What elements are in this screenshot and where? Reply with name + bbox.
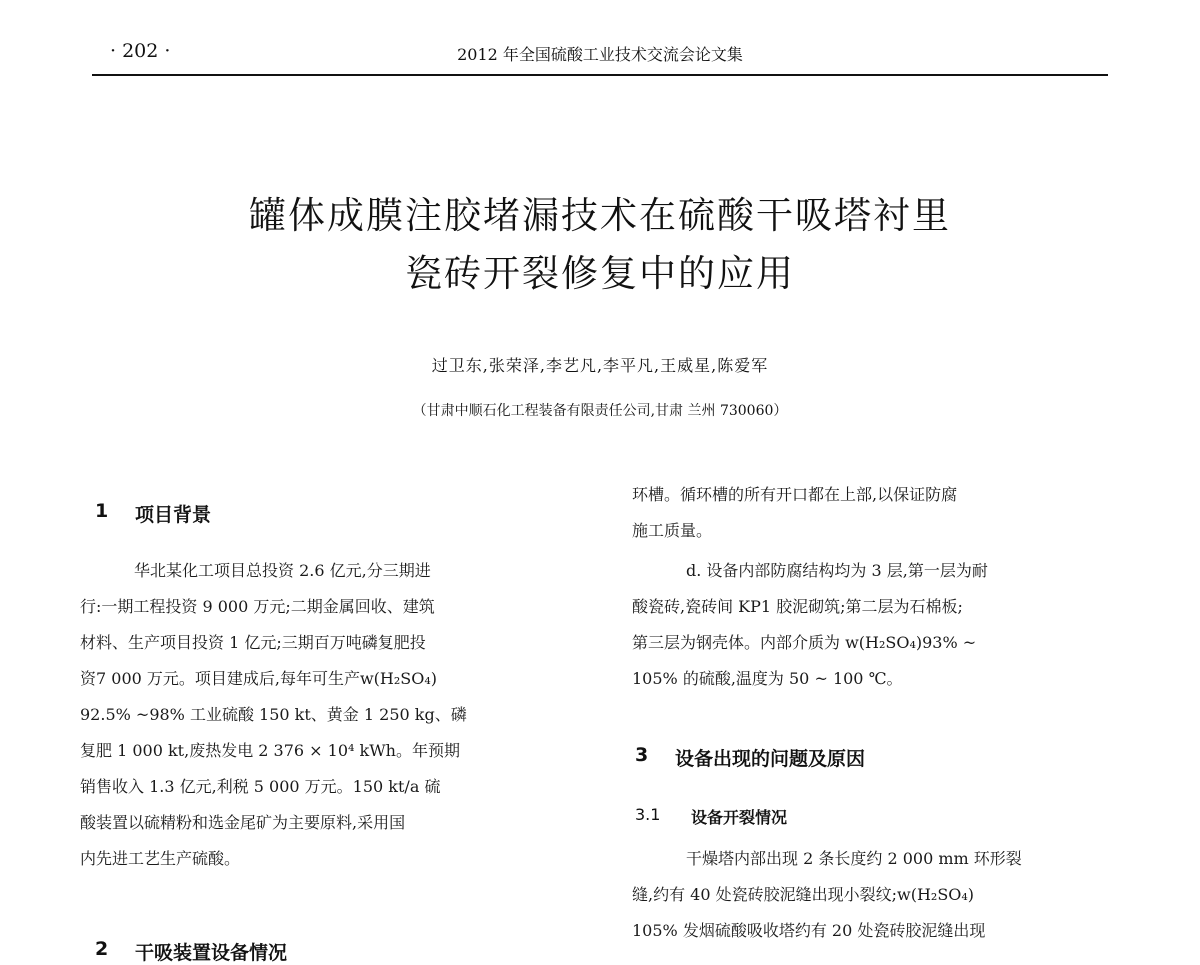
section-number: 3 [635, 744, 649, 766]
paper-title-line-1: 罐体成膜注胶堵漏技术在硫酸干吸塔衬里 [249, 194, 951, 237]
paragraph-line: 缝,约有 40 处瓷砖胶泥缝出现小裂纹;w(H₂SO₄) [632, 885, 975, 904]
section-heading-3 [635, 744, 865, 771]
section-title: 设备出现的问题及原因 [675, 748, 866, 770]
right-column-item-d [632, 553, 1112, 697]
section-title: 项目背景 [135, 504, 212, 526]
paper-title-line-2: 瓷砖开裂修复中的应用 [405, 252, 795, 295]
paragraph-line: 资7 000 万元。项目建成后,每年可生产w(H₂SO₄) [80, 669, 438, 688]
section-heading-1 [95, 500, 211, 527]
subsection-heading-3-1 [635, 805, 787, 828]
paragraph-line: 复肥 1 000 kt,废热发电 2 376 × 10⁴ kWh。年预期 [80, 741, 460, 760]
paragraph-line: 施工质量。 [632, 521, 713, 540]
subsection-number: 3.1 [635, 805, 661, 824]
paragraph-line: 酸瓷砖,瓷砖间 KP1 胶泥砌筑;第二层为石棉板; [632, 597, 963, 616]
affiliation: （甘肃中顺石化工程装备有限责任公司,甘肃 兰州 730060） [412, 403, 788, 419]
paragraph-line: 环槽。循环槽的所有开口都在上部,以保证防腐 [632, 485, 958, 504]
section-number: 2 [95, 938, 109, 960]
paragraph-line: 销售收入 1.3 亿元,利税 5 000 万元。150 kt/a 硫 [80, 777, 441, 796]
section-number: 1 [95, 500, 109, 522]
paragraph-line: 105% 发烟硫酸吸收塔约有 20 处瓷砖胶泥缝出现 [632, 921, 986, 940]
right-column-top [632, 477, 1112, 549]
paragraph-line: 第三层为钢壳体。内部介质为 w(H₂SO₄)93% ~ [632, 633, 977, 652]
section-title: 干吸装置设备情况 [135, 942, 288, 964]
paragraph-line: d. 设备内部防腐结构均为 3 层,第一层为耐 [686, 561, 988, 580]
paragraph-line: 105% 的硫酸,温度为 50 ~ 100 ℃。 [632, 669, 903, 688]
paragraph-line: 华北某化工项目总投资 2.6 亿元,分三期进 [134, 561, 431, 580]
running-header [92, 34, 1108, 76]
author-list: 过卫东,张荣泽,李艺凡,李平凡,王威星,陈爱军 [431, 356, 769, 375]
paragraph-line: 材料、生产项目投资 1 亿元;三期百万吨磷复肥投 [80, 633, 426, 652]
paragraph-line: 92.5% ~98% 工业硫酸 150 kt、黄金 1 250 kg、磷 [80, 705, 467, 724]
right-column-3-1-body [632, 841, 1112, 949]
paragraph-line: 干燥塔内部出现 2 条长度约 2 000 mm 环形裂 [686, 849, 1022, 868]
paragraph-line: 内先进工艺生产硫酸。 [80, 849, 241, 868]
left-column-body [80, 553, 580, 877]
subsection-title: 设备开裂情况 [691, 808, 788, 827]
paragraph-line: 行:一期工程投资 9 000 万元;二期金属回收、建筑 [80, 597, 435, 616]
journal-title: 2012 年全国硫酸工业技术交流会论文集 [457, 45, 743, 64]
page-number: · 202 · [110, 40, 171, 62]
paragraph-line: 酸装置以硫精粉和选金尾矿为主要原料,采用国 [80, 813, 406, 832]
